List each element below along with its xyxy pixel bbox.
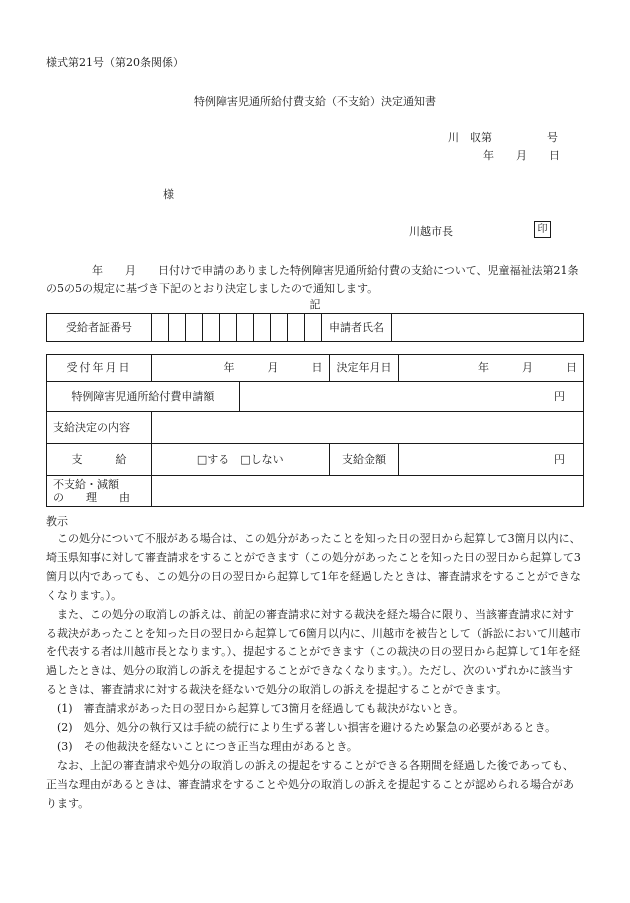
reason-label (47, 476, 152, 507)
issue-number: 川 収第 号 (448, 131, 558, 144)
decision-table (46, 354, 584, 507)
ki-heading: 記 (309, 298, 321, 311)
recipient-number-digit (237, 314, 254, 342)
recipient-number-digit (203, 314, 220, 342)
recipient-number-digit (288, 314, 305, 342)
notice-paragraph-1: この処分について不服がある場合は、この処分があったことを知った日の翌日から起算して3箇月以内に、埼玉県知事に対して審査請求をすることができます（この処分があったことを知った日の翌日から起算して3箇月以内であっても、この処分の日の翌日から起算して1年を経過したときは、審査請求をすることができなくなります。）。 (46, 532, 581, 602)
application-amount-unit: 円 (239, 382, 583, 412)
issuer-name: 川越市長 (409, 225, 453, 238)
notice-item-2: (2) 処分、処分の執行又は手続の続行により生ずる著しい損害を避けるため緊急の必要があるとき。 (57, 721, 557, 735)
reason-label-line2: の 理 由 (53, 491, 130, 504)
notice-item-3: (3) その他裁決を経ないことにつき正当な理由があるとき。 (57, 739, 358, 753)
decision-content-value (151, 412, 583, 444)
decision-date-label: 決定年月日 (329, 355, 399, 382)
applicant-name-label: 申請者氏名 (322, 314, 392, 342)
form-id: 様式第21号（第20条関係） (46, 56, 184, 69)
addressee-suffix: 様 (163, 188, 174, 201)
reason-label-line1: 不支給・減額 (53, 478, 119, 491)
reason-value (151, 476, 583, 507)
payment-options: □する □しない (151, 444, 329, 476)
decision-date-value: 年 月 日 (399, 355, 584, 382)
payment-amount-unit: 円 (399, 444, 584, 476)
notice-paragraph-2: また、この処分の取消しの訴えは、前記の審査請求に対する裁決を経た場合に限り、当該審査請求に対する裁決があったことを知った日の翌日から起算して6箇月以内に、川越市を被告として（訴訟において川越市を代表する者は川越市長となります。）、提起することができます（この裁決の日の翌日から起算して1年を経過したときは、処分の取消しの訴えを提起することができなくなります。）。ただし、次のいずれかに該当するときは、審査請求に対する裁決を経ないで処分の取消しの訴えを提起することができます。 (46, 607, 581, 697)
recipient-number-digit (254, 314, 271, 342)
issue-date: 年 月 日 (483, 149, 560, 162)
notice-section (46, 530, 582, 814)
recipient-number-label: 受給者証番号 (47, 314, 152, 342)
recipient-number-digit (169, 314, 186, 342)
recipient-number-digit (186, 314, 203, 342)
payment-amount-label: 支給金額 (329, 444, 399, 476)
receipt-date-value: 年 月 日 (151, 355, 329, 382)
notice-paragraph-3: なお、上記の審査請求や処分の取消しの訴えの提起をすることができる各期間を経過した後であっても、正当な理由があるときは、審査請求をすることや処分の取消しの訴えを提起することが認められる場合があります。 (46, 758, 574, 810)
recipient-number-digit (271, 314, 288, 342)
decision-content-label: 支給決定の内容 (47, 412, 152, 444)
recipient-number-digit (305, 314, 322, 342)
applicant-name-value (392, 314, 584, 342)
kyoji-label: 教示 (46, 515, 68, 528)
recipient-number-digit (220, 314, 237, 342)
recipient-number-digit (152, 314, 169, 342)
notice-item-1: (1) 審査請求があった日の翌日から起算して3箇月を経過しても裁決がないとき。 (57, 702, 465, 716)
recipient-table (46, 313, 584, 342)
intro-paragraph: 年 月 日付けで申請のありました特例障害児通所給付費の支給について、児童福祉法第21条の5の5の規定に基づき下記のとおり決定しましたので通知します。 (46, 264, 579, 295)
application-amount-label: 特例障害児通所給付費申請額 (47, 382, 240, 412)
seal-box: 印 (534, 221, 551, 238)
receipt-date-label: 受付年月日 (47, 355, 152, 382)
payment-label: 支 給 (47, 444, 152, 476)
document-title: 特例障害児通所給付費支給（不支給）決定通知書 (194, 95, 436, 108)
